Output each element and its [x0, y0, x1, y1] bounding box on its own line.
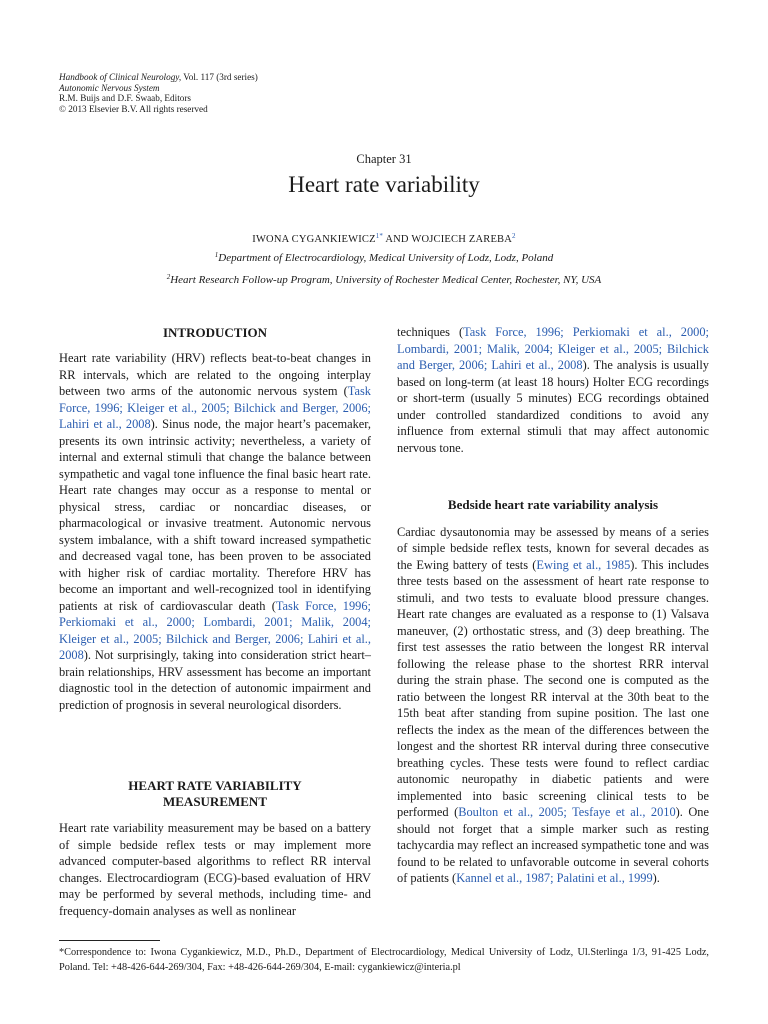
heading-bedside-analysis: Bedside heart rate variability analysis — [447, 497, 659, 512]
authors — [0, 234, 768, 245]
author-2: AND WOJCIECH ZAREBA — [383, 234, 513, 245]
volume: Vol. 117 (3rd series) — [181, 72, 258, 82]
affiliation-2: $^2$Heart Research Follow-up Program, University of Rochester Medical Center, Rochester, NY, USA — [166, 273, 602, 286]
correspondence-footnote: *Correspondence to: Iwona Cygankiewicz, M.D., Ph.D., Department of Electrocardiology, Medical University of Lodz, Ul.Sterlinga 1/3, 91-425 Lodz, Poland. Tel: +48-426-644-269/304, Fax: +48-426-644-269/304, E-mail: cygankiewicz@interia.pl — [59, 947, 709, 973]
left-column-lower — [59, 778, 371, 919]
book-metadata — [59, 72, 258, 114]
copyright: © 2013 Elsevier B.V. All rights reserved — [59, 103, 208, 114]
citation-link[interactable]: Task Force, 1996; Perkiomaki et al., 2000; Lombardi, 2001; Malik, 2004; Kleiger et al., 2005; Bilchick and Berger, 2006; Lahiri et al., 2008 — [397, 325, 709, 372]
measurement-paragraph: Heart rate variability measurement may be based on a battery of simple bedside reflex tests or may implement more advanced computer-based algorithms to reflect RR interval changes. Electrocardiogram (ECG)-based evaluation of HRV may be performed by several methods, including time- and frequency-domain analyses as well as nonlinear — [59, 821, 371, 918]
book-title: Autonomic Nervous System — [59, 82, 160, 93]
author-1-affil-link[interactable]: 1 — [375, 232, 380, 240]
footnote-divider — [59, 940, 160, 941]
heading-hrv-measurement: HEART RATE VARIABILITY MEASUREMENT — [128, 778, 302, 809]
correspondence-link[interactable]: * — [379, 232, 384, 240]
journal-name: Handbook of Clinical Neurology, — [59, 72, 182, 82]
citation-link[interactable]: Task Force, 1996; Kleiger et al., 2005; Bilchick and Berger, 2006; Lahiri et al., 2008 — [59, 384, 371, 431]
author-1: IWONA CYGANKIEWICZ — [252, 234, 376, 245]
page-title: Heart rate variability — [288, 172, 480, 197]
citation-link[interactable]: Boulton et al., 2005; Tesfaye et al., 2010 — [458, 805, 676, 819]
author-2-affil-link[interactable]: 2 — [512, 232, 516, 240]
left-column — [59, 325, 371, 713]
editors: R.M. Buijs and D.F. Swaab, Editors — [59, 93, 191, 103]
heading-introduction: INTRODUCTION — [162, 325, 267, 340]
chapter-number: Chapter 31 — [356, 152, 412, 166]
citation-link[interactable]: Task Force, 1996; Perkiomaki et al., 2000; Lombardi, 2001; Malik, 2004; Kleiger et al., 2005; Bilchick and Berger, 2006; Lahiri et al., 2008 — [59, 598, 371, 662]
intro-paragraph: Heart rate variability (HRV) reflects beat-to-beat changes in RR intervals, which are related to the ongoing interplay between two arms of the autonomic nervous system (Task Force, 1996; Kleiger et al., 2005; Bilchick and Berger, 2006; Lahiri et al., 2008). Sinus node, the major heart’s pacemaker, presents its own intrinsic activity; nevertheless, a variety of internal and external stimuli that change the balance between sympathetic and vagal tone influence the final basic heart rate. Heart rate changes may occur as a response to mental or physical stress, cardiac or noncardiac diseases, or pharmacological or invasive treatment. Autonomic nervous system imbalance, with a shift toward increased sympathetic and decreased vagal tone, has been proven to be associated with higher risk of cardiac mortality. Therefore HRV has become an important and well-recognized tool in identifying patients at risk of cardiovascular death (Task Force, 1996; Perkiomaki et al., 2000; Lombardi, 2001; Malik, 2004; Kleiger et al., 2005; Bilchick and Berger, 2006; Lahiri et al., 2008). Not surprisingly, taking into consideration strict heart–brain relationships, HRV assessment has become an important diagnostic tool in the detection of autonomic impairment and prediction of prognosis in several neurological disorders. — [59, 351, 371, 712]
right-column — [397, 324, 709, 456]
bedside-paragraph: Cardiac dysautonomia may be assessed by means of a series of simple bedside reflex tests, known for several decades as the Ewing battery of tests (Ewing et al., 1985). This includes three tests based on the assessment of heart rate response to stimuli, and two tests to evaluate blood pressure changes. Heart rate changes are evaluated as a response to (1) Valsava maneuver, (2) orthostatic stress, and (3) deep breathing. The first test assesses the ratio between the longest RR interval following the release phase to the shortest RRR interval during the strain phase. The second one is computed as the ratio between the longest RR interval at the 30th beat to the 15th beat after standing from supine position. The last one reflects the index as the mean of the differences between the longest and the shortest RR interval during three consecutive breathing cycles. These tests were found to reflect cardiac autonomic neuropathy in diabetic patients and were implemented into basic screening clinical tests to be performed (Boulton et al., 2005; Tesfaye et al., 2010). One should not forget that a simple marker such as resting tachycardia may reflect an increased sympathetic tone and was found to be related to unfavorable outcome in several cohorts of patients (Kannel et al., 1987; Palatini et al., 1999). — [397, 524, 710, 885]
affiliation-1: $^1$Department of Electrocardiology, Medical University of Lodz, Lodz, Poland — [214, 251, 554, 264]
citation-link[interactable]: Ewing et al., 1985 — [536, 557, 631, 572]
right-column-lower — [397, 497, 709, 887]
citation-link[interactable]: Kannel et al., 1987; Palatini et al., 1999 — [456, 871, 653, 885]
continued-paragraph: techniques (Task Force, 1996; Perkiomaki et al., 2000; Lombardi, 2001; Malik, 2004; Kleiger et al., 2005; Bilchick and Berger, 2006; Lahiri et al., 2008). The analysis is usually based on long-term (at least 18 hours) Holter ECG recordings or short-term (usually 5 minutes) ECG recordings obtained under controlled standardized conditions to avoid any influence from external stimuli that may affect autonomic nervous tone. — [397, 325, 709, 455]
